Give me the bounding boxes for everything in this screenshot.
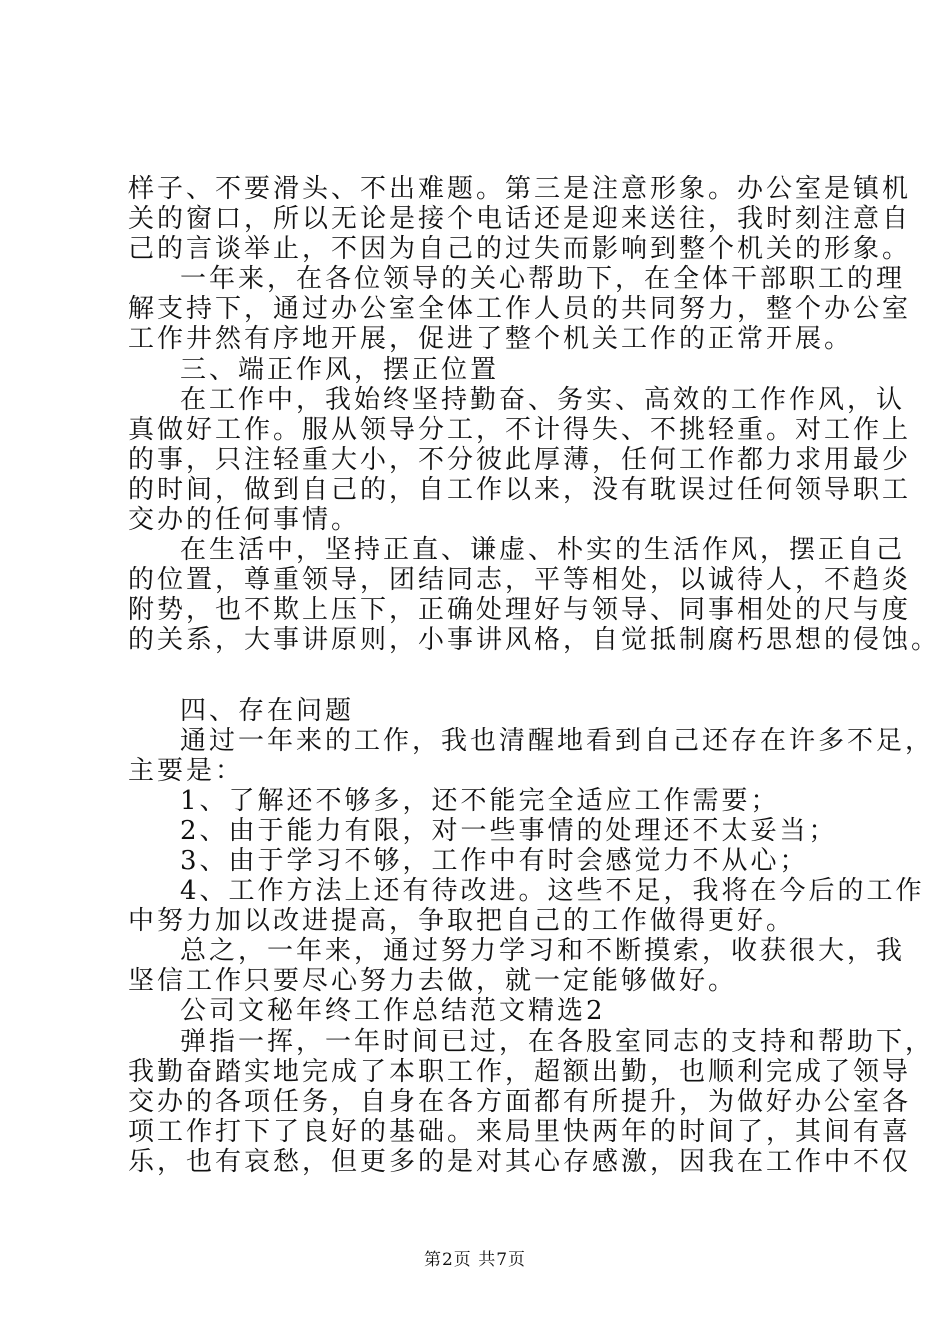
text-line: 的时间，做到自己的，自工作以来，没有耽误过任何领导职工 (128, 474, 912, 505)
text-line: 解支持下，通过办公室全体工作人员的共同努力，整个办公室 (128, 294, 912, 325)
text-line: 乐，也有哀愁，但更多的是对其心存感激，因我在工作中不仅 (128, 1146, 912, 1177)
text-line: 坚信工作只要尽心努力去做，就一定能够做好。 (128, 966, 738, 997)
text-line: 中努力加以改进提高，争取把自己的工作做得更好。 (128, 906, 796, 937)
text-line: 己的言谈举止，不因为自己的过失而影响到整个机关的形象。 (128, 234, 912, 265)
text-line: 我勤奋踏实地完成了本职工作，超额出勤，也顺利完成了领导 (128, 1056, 912, 1087)
text-line: 2、由于能力有限，对一些事情的处理还不太妥当； (180, 815, 838, 846)
text-line: 的事，只注轻重大小，不分彼此厚薄，任何工作都力求用最少 (128, 444, 912, 475)
text-line: 在生活中，坚持正直、谦虚、朴实的生活作风，摆正自己 (180, 535, 906, 566)
text-line: 样子、不要滑头、不出难题。第三是注意形象。办公室是镇机 (128, 174, 912, 204)
text-line: 关的窗口，所以无论是接个电话还是迎来送往，我时刻注意自 (128, 204, 912, 235)
blank-line (128, 656, 848, 696)
text-line: 真做好工作。服从领导分工，不计得失、不挑轻重。对工作上 (128, 414, 912, 445)
text-line: 总之，一年来，通过努力学习和不断摸索，收获很大，我 (180, 936, 906, 967)
body-section-1 (128, 174, 941, 656)
text-line: 在工作中，我始终坚持勤奋、务实、高效的工作作风，认 (180, 384, 906, 415)
page-footer: 第2页 共7页 (423, 1250, 527, 1270)
text-line: 1、了解还不够多，还不能完全适应工作需要； (180, 785, 780, 816)
text-line: 4、工作方法上还有待改进。这些不足，我将在今后的工作 (180, 876, 925, 907)
text-line: 3、由于学习不够，工作中有时会感觉力不从心； (180, 845, 809, 876)
text-line: 工作井然有序地开展，促进了整个机关工作的正常开展。 (128, 324, 854, 355)
document-body (128, 174, 941, 1177)
text-line: 的关系，大事讲原则，小事讲风格，自觉抵制腐朽思想的侵蚀。 (128, 625, 941, 656)
text-line: 项工作打下了良好的基础。来局里快两年的时间了，其间有喜 (128, 1116, 912, 1147)
text-line: 交办的各项任务，自身在各方面都有所提升，为做好办公室各 (128, 1086, 912, 1117)
text-line: 一年来，在各位领导的关心帮助下，在全体干部职工的理 (180, 264, 906, 295)
text-line: 的位置，尊重领导，团结同志，平等相处，以诚待人，不趋炎 (128, 565, 912, 596)
text-line: 四、存在问题 (180, 695, 355, 726)
text-line: 交办的任何事情。 (128, 505, 361, 536)
text-line: 公司文秘年终工作总结范文精选2 (180, 996, 606, 1027)
text-line: 通过一年来的工作，我也清醒地看到自己还存在许多不足， (180, 725, 935, 756)
text-line: 弹指一挥，一年时间已过，在各股室同志的支持和帮助下， (180, 1026, 935, 1057)
text-line: 三、端正作风，摆正位置 (180, 354, 500, 385)
body-section-2 (128, 695, 935, 1178)
text-line: 附势，也不欺上压下，正确处理好与领导、同事相处的尺与度 (128, 595, 912, 626)
text-line: 主要是： (128, 755, 245, 786)
